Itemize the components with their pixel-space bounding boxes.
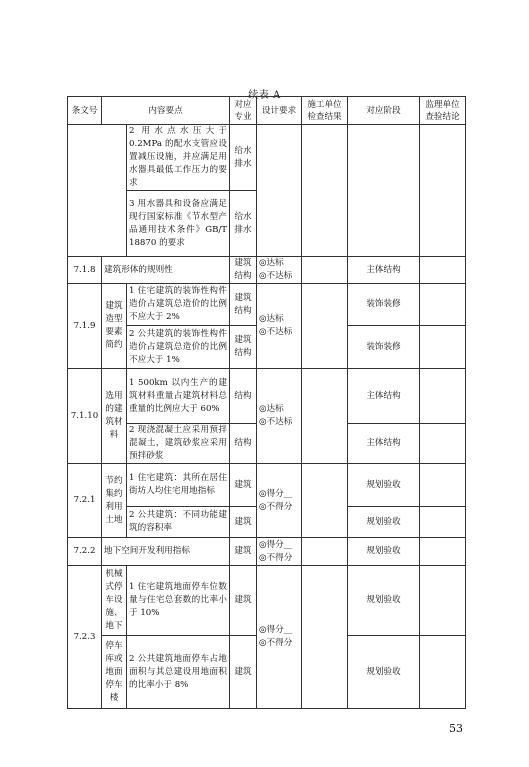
design-cell <box>257 257 302 284</box>
discipline-cell: 建筑结构 <box>230 326 257 369</box>
supervision-cell <box>420 424 466 464</box>
discipline-cell: 建筑 <box>230 538 257 566</box>
stage-cell: 规划验收 <box>348 566 420 636</box>
table-row <box>68 369 466 424</box>
discipline-cell: 建筑 <box>230 636 257 709</box>
stage-cell: 装饰装修 <box>348 284 420 326</box>
header-supervision: 监理单位查验结论 <box>420 97 466 125</box>
supervision-cell <box>420 125 466 257</box>
table-row <box>68 538 466 566</box>
construction-cell <box>302 538 348 566</box>
supervision-cell <box>420 636 466 709</box>
design-option[interactable]: ◎得分__ <box>259 539 293 550</box>
supervision-cell <box>420 257 466 284</box>
stage-cell: 主体结构 <box>348 424 420 464</box>
clause-cell: 7.2.2 <box>68 538 102 566</box>
item-text: 2 公共建筑的装饰性构件造价占建筑总造价的比例不应大于 1% <box>127 326 230 369</box>
discipline-cell: 建筑 <box>230 464 257 507</box>
design-option[interactable]: ◎得分__ <box>259 625 293 635</box>
header-design: 设计要求 <box>257 97 302 125</box>
stage-cell: 规划验收 <box>348 464 420 507</box>
supervision-cell <box>420 326 466 369</box>
design-option[interactable]: ◎不得分 <box>259 552 293 563</box>
item-text: 地下空间开发利用指标 <box>102 538 230 566</box>
stage-cell: 装饰装修 <box>348 326 420 369</box>
design-option[interactable]: ◎不得分 <box>259 638 293 648</box>
empty-cell <box>68 125 127 257</box>
design-option[interactable]: ◎达标 <box>259 404 284 414</box>
design-cell <box>257 369 302 464</box>
header-discipline: 对应专业 <box>230 97 257 125</box>
clause-cell: 7.2.1 <box>68 464 102 538</box>
discipline-cell: 结构 <box>230 424 257 464</box>
design-option[interactable]: ◎达标 <box>259 314 284 324</box>
table-caption: 续表 A <box>248 90 281 101</box>
clause-cell: 7.2.3 <box>68 566 102 709</box>
design-option[interactable]: ◎得分__ <box>259 488 293 499</box>
discipline-cell: 建筑 <box>230 507 257 538</box>
requirements-table <box>67 96 466 709</box>
header-content: 内容要点 <box>102 97 230 125</box>
discipline-cell: 给水排水 <box>230 191 257 257</box>
stage-cell: 规划验收 <box>348 538 420 566</box>
item-text: 3 用水器具和设备应满足现行国家标准《节水型产品通用技术条件》GB/T 18870 的要求 <box>127 191 230 257</box>
table-row <box>68 284 466 326</box>
stage-cell: 主体结构 <box>348 369 420 424</box>
stage-cell <box>348 125 420 257</box>
header-construction: 施工单位检查结果 <box>302 97 348 125</box>
supervision-cell <box>420 284 466 326</box>
group-cell: 停车库或地面停车楼 <box>102 636 127 709</box>
header-clause: 条文号 <box>68 97 102 125</box>
group-cell: 建筑造型要素简约 <box>102 284 127 369</box>
header-row <box>68 97 466 125</box>
stage-cell: 规划验收 <box>348 507 420 538</box>
item-text: 2 现浇混凝土应采用预拌混凝土，建筑砂浆应采用预拌砂浆 <box>127 424 230 464</box>
item-text: 2 公共建筑：不同功能建筑的容积率 <box>127 507 230 538</box>
header-stage: 对应阶段 <box>348 97 420 125</box>
construction-cell <box>302 284 348 369</box>
item-text: 建筑形体的规则性 <box>102 257 230 284</box>
table-row <box>68 566 466 636</box>
table-row <box>68 464 466 507</box>
item-text: 2 公共建筑地面停车占地面积与其总建设用地面积的比率小于 8% <box>127 636 230 709</box>
discipline-cell: 建筑 <box>230 566 257 636</box>
construction-cell <box>302 257 348 284</box>
construction-cell <box>302 566 348 709</box>
stage-cell: 规划验收 <box>348 636 420 709</box>
group-cell: 选用的建筑材料 <box>102 369 127 464</box>
design-cell <box>257 125 302 257</box>
stage-cell: 主体结构 <box>348 257 420 284</box>
design-cell <box>257 566 302 709</box>
table-row <box>68 257 466 284</box>
item-text: 1 住宅建筑的装饰性构件造价占建筑总造价的比例不应大于 2% <box>127 284 230 326</box>
design-option[interactable]: ◎不达标 <box>259 327 293 337</box>
item-text: 1 住宅建筑地面停车位数量与住宅总套数的比率小于 10% <box>127 566 230 636</box>
construction-cell <box>302 125 348 257</box>
design-option[interactable]: ◎不得分 <box>259 501 293 512</box>
supervision-cell <box>420 507 466 538</box>
table-row <box>68 125 466 191</box>
supervision-cell <box>420 566 466 636</box>
discipline-cell: 建筑结构 <box>230 284 257 326</box>
supervision-cell <box>420 464 466 507</box>
supervision-cell <box>420 369 466 424</box>
discipline-cell: 结构 <box>230 369 257 424</box>
group-cell: 节约集约利用土地 <box>102 464 127 538</box>
construction-cell <box>302 369 348 464</box>
item-text: 1 500km 以内生产的建筑材料重量占建筑材料总重量的比例应大于 60% <box>127 369 230 424</box>
clause-cell: 7.1.8 <box>68 257 102 284</box>
discipline-cell: 给水排水 <box>230 125 257 191</box>
group-cell: 机械式停车设施、地下 <box>102 566 127 636</box>
design-option[interactable]: ◎不达标 <box>259 271 293 281</box>
item-text: 2 用水点水压大于 0.2MPa 的配水支管应设置减压设施，并应满足用水器具最低工作压力的要求 <box>127 125 230 191</box>
construction-cell <box>302 464 348 538</box>
design-option[interactable]: ◎不达标 <box>259 417 293 427</box>
design-option[interactable]: ◎达标 <box>259 258 284 268</box>
clause-cell: 7.1.10 <box>68 369 102 464</box>
design-cell <box>257 284 302 369</box>
page-number: 53 <box>449 722 463 735</box>
design-cell <box>257 538 302 566</box>
clause-cell: 7.1.9 <box>68 284 102 369</box>
discipline-cell: 建筑结构 <box>230 257 257 284</box>
supervision-cell <box>420 538 466 566</box>
item-text: 1 住宅建筑：其所在居住街坊人均住宅用地指标 <box>127 464 230 507</box>
design-cell <box>257 464 302 538</box>
